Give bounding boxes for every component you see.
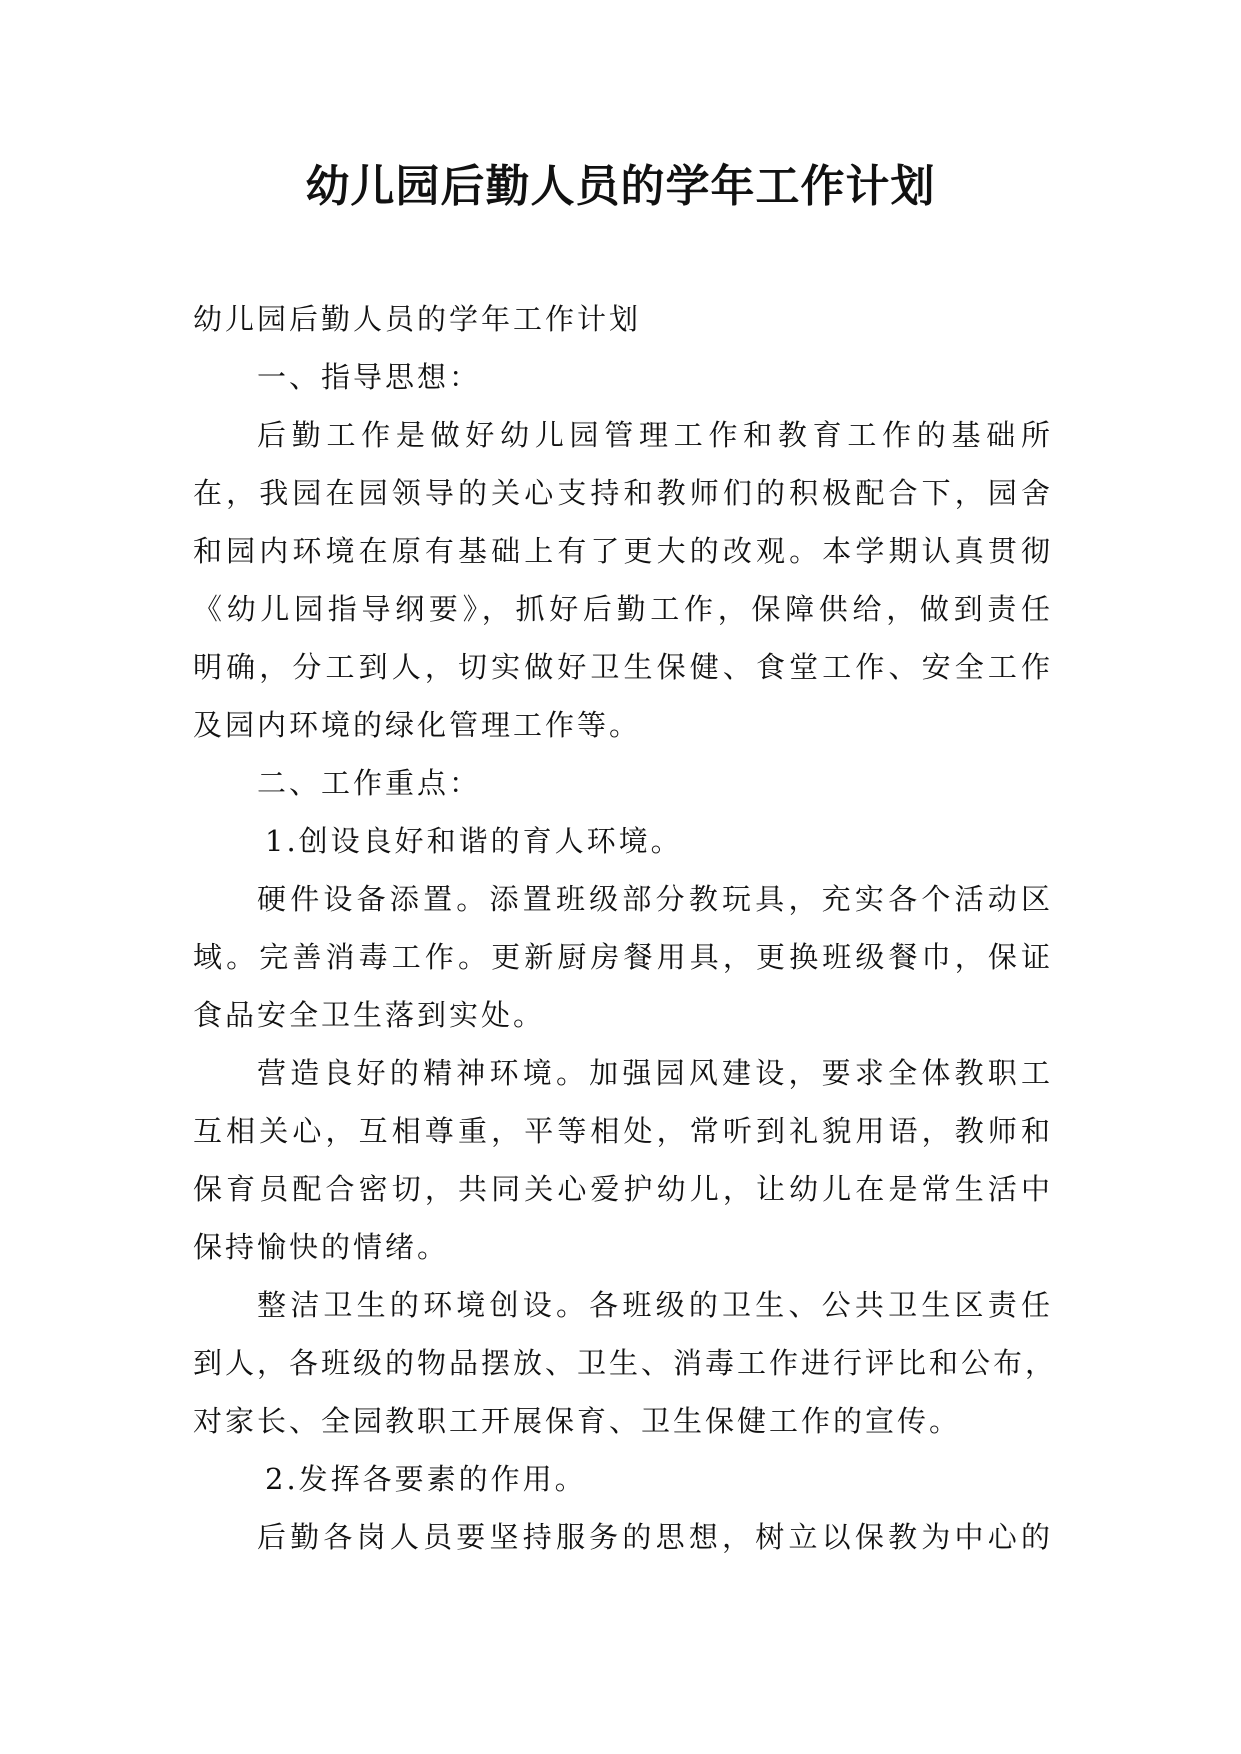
text-line: 硬件设备添置。添置班级部分教玩具，充实各个活动区	[257, 882, 1053, 916]
text-line: 后勤各岗人员要坚持服务的思想，树立以保教为中心的	[257, 1520, 1053, 1554]
text-line: 和园内环境在原有基础上有了更大的改观。本学期认真贯彻	[193, 534, 1053, 568]
text-line: 到人，各班级的物品摆放、卫生、消毒工作进行评比和公布，	[193, 1346, 1058, 1380]
text-line: 在，我园在园领导的关心支持和教师们的积极配合下，园舍	[193, 476, 1053, 510]
text-line: 保育员配合密切，共同关心爱护幼儿，让幼儿在是常生活中	[193, 1172, 1053, 1206]
text-line: 一、指导思想：	[257, 360, 482, 394]
text-line: 幼儿园后勤人员的学年工作计划	[193, 302, 642, 336]
text-line: 及园内环境的绿化管理工作等。	[193, 708, 642, 742]
text-line: 二、工作重点：	[257, 766, 482, 800]
text-line: 食品安全卫生落到实处。	[193, 998, 546, 1032]
text-line: 保持愉快的情绪。	[193, 1230, 450, 1264]
text-line: 《幼儿园指导纲要》，抓好后勤工作，保障供给，做到责任	[193, 592, 1053, 626]
text-line: 明确，分工到人，切实做好卫生保健、食堂工作、安全工作	[193, 650, 1053, 684]
document-title: 幼儿园后勤人员的学年工作计划	[305, 161, 936, 212]
text-line: 2.发挥各要素的作用。	[265, 1462, 587, 1496]
text-line: 域。完善消毒工作。更新厨房餐用具，更换班级餐巾，保证	[193, 940, 1053, 974]
text-line: 营造良好的精神环境。加强园风建设，要求全体教职工	[257, 1056, 1053, 1090]
text-line: 后勤工作是做好幼儿园管理工作和教育工作的基础所	[257, 418, 1053, 452]
text-line: 互相关心，互相尊重，平等相处，常听到礼貌用语，教师和	[193, 1114, 1053, 1148]
text-line: 1.创设良好和谐的育人环境。	[265, 824, 683, 858]
document-body	[193, 290, 1058, 1566]
text-line: 整洁卫生的环境创设。各班级的卫生、公共卫生区责任	[257, 1288, 1053, 1322]
text-line: 对家长、全园教职工开展保育、卫生保健工作的宣传。	[193, 1404, 962, 1438]
